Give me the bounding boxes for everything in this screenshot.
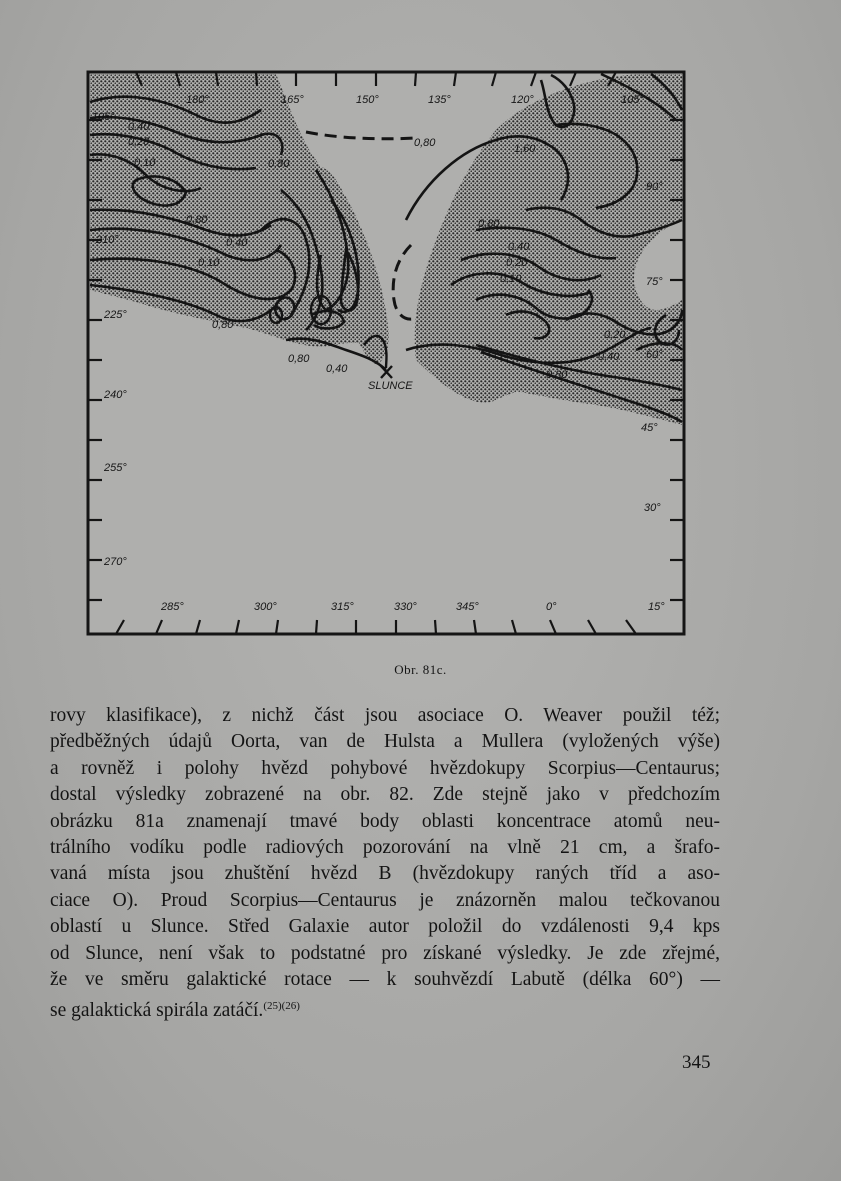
contour-label: 0,40 bbox=[508, 241, 530, 253]
contour-label: 0,80 bbox=[186, 214, 208, 226]
right-label: 75° bbox=[646, 276, 663, 288]
right-label: 15° bbox=[648, 601, 665, 613]
contour-label: 0,40 bbox=[326, 363, 348, 375]
footnote-ref: (26) bbox=[281, 1000, 300, 1013]
contour-label: 0,40 bbox=[226, 237, 248, 249]
bottom-label: 0° bbox=[546, 601, 557, 613]
top-label: 105° bbox=[621, 94, 644, 106]
top-label: 180° bbox=[186, 94, 209, 106]
bottom-label: 345° bbox=[456, 601, 479, 613]
paragraph-line: že ve směru galaktické rotace — k souhvězdí Labutě (délka 60°) — bbox=[50, 969, 720, 991]
left-label: 270° bbox=[104, 556, 127, 568]
contour-label: 0,80 bbox=[414, 137, 436, 149]
paragraph-line: se galaktická spirála zatáčí. bbox=[50, 1000, 264, 1022]
top-label: 120° bbox=[511, 94, 534, 106]
body-paragraph bbox=[50, 703, 720, 1025]
footnote-ref: (25) bbox=[263, 1000, 282, 1013]
paragraph-line: dostal výsledky zobrazené na obr. 82. Zde stejně jako v předchozím bbox=[50, 784, 720, 806]
paragraph-line: trálního vodíku podle radiových pozorování na vlně 21 cm, a šrafo- bbox=[50, 837, 720, 859]
right-label: 45° bbox=[641, 422, 658, 434]
contour-label: 0,40 bbox=[598, 351, 620, 363]
left-label: 210° bbox=[96, 234, 119, 246]
top-label: 165° bbox=[281, 94, 304, 106]
contour-label: 0,80 bbox=[268, 158, 290, 170]
contour-label: 0,10 bbox=[500, 273, 522, 285]
figure-caption: Obr. 81c. bbox=[394, 662, 447, 677]
page-number: 345 bbox=[682, 1052, 711, 1073]
contour-label: 0,80 bbox=[212, 319, 234, 331]
top-label: 135° bbox=[428, 94, 451, 106]
right-label: 90° bbox=[646, 181, 663, 193]
bottom-label: 300° bbox=[254, 601, 277, 613]
contour-label: 0,80 bbox=[288, 353, 310, 365]
paragraph-line: obrázku 81a znamenají tmavé body oblasti koncentrace atomů neu- bbox=[50, 810, 720, 832]
contour-label: 0,20 bbox=[128, 136, 150, 148]
paragraph-line: předběžných údajů Oorta, van de Hulsta a Mullera (vyložených výše) bbox=[50, 731, 720, 753]
contour-label: 0,10 bbox=[134, 157, 156, 169]
paragraph-line: rovy klasifikace), z nichž část jsou asociace O. Weaver použil též; bbox=[50, 705, 720, 726]
contour-label: 0,40 bbox=[128, 121, 150, 133]
left-label: 255° bbox=[104, 462, 127, 474]
map-svg bbox=[76, 60, 696, 640]
contour-label: 1,60 bbox=[514, 143, 536, 155]
top-label: 150° bbox=[356, 94, 379, 106]
paragraph-line: a rovněž i polohy hvězd pohybové hvězdokupy Scorpius—Centaurus; bbox=[50, 757, 720, 779]
contour-label: 0,20 bbox=[506, 257, 528, 269]
left-label: 195° bbox=[92, 111, 115, 123]
bottom-label: 285° bbox=[161, 601, 184, 613]
right-label: 30° bbox=[644, 502, 661, 514]
left-label: 225° bbox=[104, 309, 127, 321]
contour-label: 0,10 bbox=[198, 257, 220, 269]
left-label: 240° bbox=[104, 389, 127, 401]
paragraph-line: vaná místa jsou zhuštění hvězd B (hvězdokupy raných tříd a aso- bbox=[50, 863, 720, 885]
galactic-hydrogen-map bbox=[76, 60, 696, 640]
contour-label: 0,20 bbox=[604, 329, 626, 341]
paragraph-line: oblastí u Slunce. Střed Galaxie autor položil do vzdálenosti 9,4 kps bbox=[50, 916, 720, 938]
paragraph-last-line bbox=[50, 993, 720, 1024]
sun-label: SLUNCE bbox=[368, 380, 413, 392]
paragraph-line: od Slunce, není však to podstatné pro získané výsledky. Je zde zřejmé, bbox=[50, 942, 720, 964]
bottom-label: 330° bbox=[394, 601, 417, 613]
right-label: 60° bbox=[646, 349, 663, 361]
paragraph-line: ciace O). Proud Scorpius—Centaurus je znázorněn malou tečkovanou bbox=[50, 889, 720, 911]
contour-label: 0,80 bbox=[546, 369, 568, 381]
contour-label: 0,80 bbox=[478, 218, 500, 230]
bottom-label: 315° bbox=[331, 601, 354, 613]
